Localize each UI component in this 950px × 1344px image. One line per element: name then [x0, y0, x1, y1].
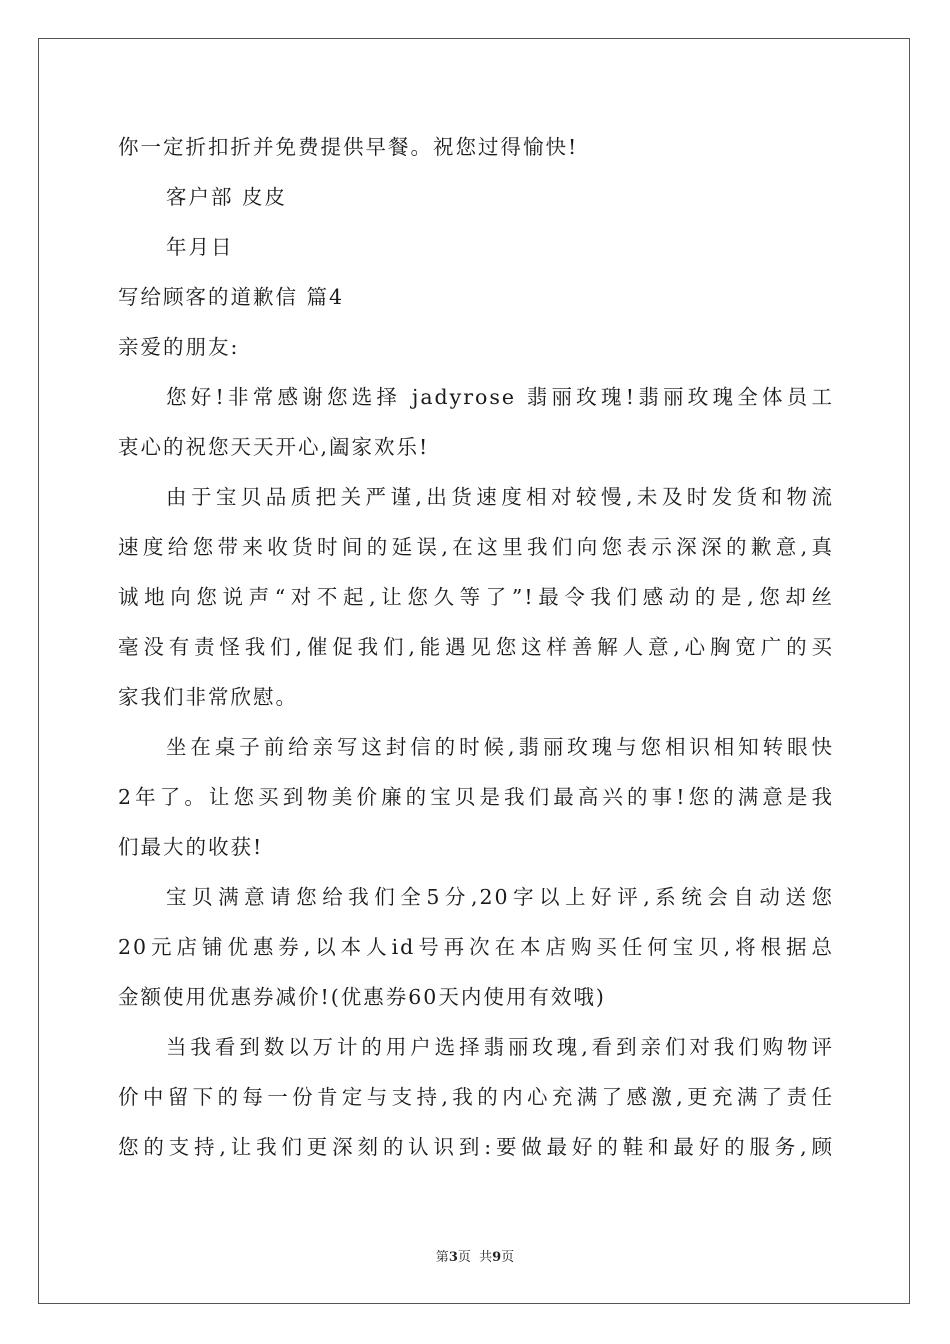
- letter-heading: 写给顾客的道歉信 篇4: [118, 285, 345, 309]
- text-line: 您的支持,让我们更深刻的认识到:要做最好的鞋和最好的服务,顾: [118, 1135, 834, 1159]
- text-line: 们最大的收获!: [118, 835, 264, 859]
- text-line: 毫没有责怪我们,催促我们,能遇见您这样善解人意,心胸宽广的买: [118, 635, 834, 659]
- document-body: [118, 122, 834, 1172]
- signature-date: 年月日: [166, 235, 234, 259]
- footer-total-pages: 9: [492, 1250, 502, 1265]
- text-line: 20元店铺优惠券,以本人id号再次在本店购买任何宝贝,将根据总: [118, 935, 834, 959]
- text-line: 当我看到数以万计的用户选择翡丽玫瑰,看到亲们对我们购物评: [166, 1035, 834, 1059]
- footer-prefix: 第: [435, 1250, 449, 1265]
- salutation: 亲爱的朋友:: [118, 335, 240, 359]
- text-line: 速度给您带来收货时间的延误,在这里我们向您表示深深的歉意,真: [118, 535, 834, 559]
- text-line: 您好!非常感谢您选择 jadyrose 翡丽玫瑰!翡丽玫瑰全体员工: [166, 385, 834, 409]
- text-line: 宝贝满意请您给我们全5分,20字以上好评,系统会自动送您: [166, 885, 834, 909]
- text-line: 价中留下的每一份肯定与支持,我的内心充满了感激,更充满了责任: [118, 1085, 834, 1109]
- text-line: 衷心的祝您天天开心,阖家欢乐!: [118, 435, 430, 459]
- footer-suffix: 页: [501, 1250, 515, 1265]
- page-footer: [0, 1246, 950, 1265]
- text-line: 由于宝贝品质把关严谨,出货速度相对较慢,未及时发货和物流: [166, 485, 834, 509]
- text-line: 金额使用优惠券减价!(优惠券60天内使用有效哦): [118, 985, 606, 1009]
- text-line: 你一定折扣折并免费提供早餐。祝您过得愉快!: [118, 135, 579, 159]
- text-line: 坐在桌子前给亲写这封信的时候,翡丽玫瑰与您相识相知转眼快: [166, 735, 834, 759]
- footer-mid: 页 共: [457, 1250, 493, 1265]
- footer-page-number: 3: [448, 1250, 458, 1265]
- text-line: 2年了。让您买到物美价廉的宝贝是我们最高兴的事!您的满意是我: [118, 785, 834, 809]
- text-line: 诚地向您说声“对不起,让您久等了”!最令我们感动的是,您却丝: [118, 585, 834, 609]
- signature-department: 客户部 皮皮: [166, 185, 288, 209]
- text-line: 家我们非常欣慰。: [118, 685, 298, 709]
